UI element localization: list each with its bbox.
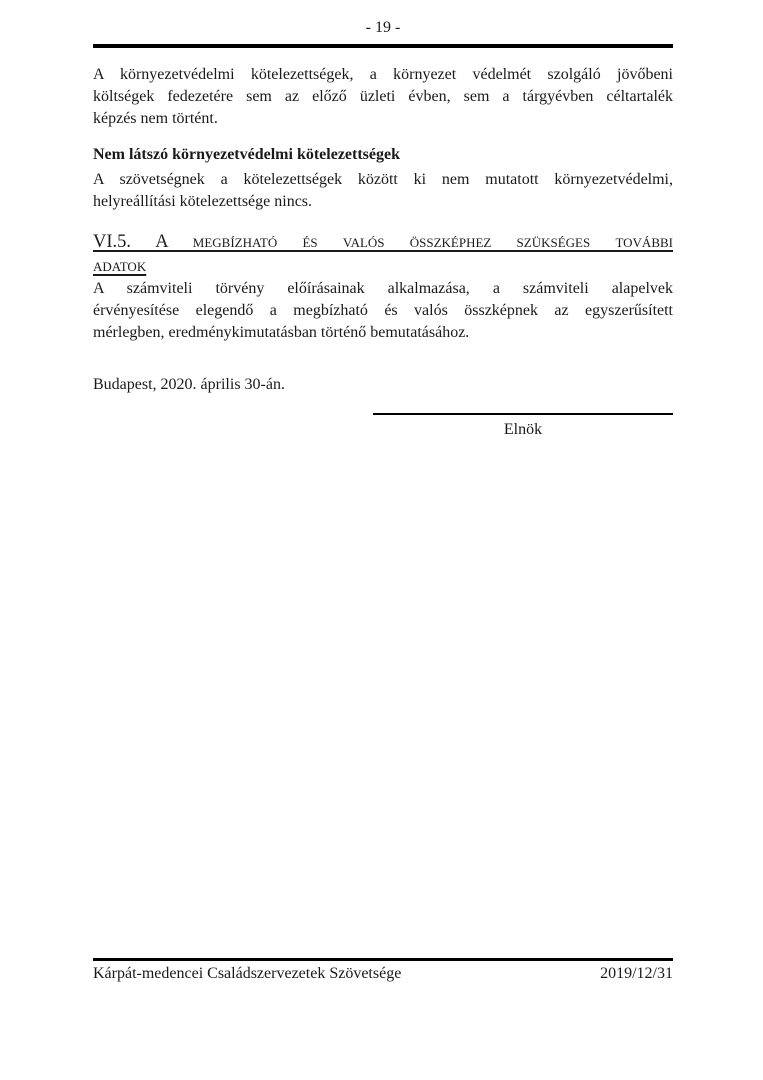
paragraph-line: helyreállítási kötelezettsége nincs. [93,193,313,210]
dateline: Budapest, 2020. április 30-án. [93,376,285,393]
paragraph-line: költségek fedezetére sem az előző üzleti évben, sem a tárgyévben céltartalék [93,88,673,105]
footer-date: 2019/12/31 [600,965,673,982]
section-heading-vi5 [93,230,673,278]
page-content [93,0,673,441]
heading-hidden-obligations: Nem látszó környezetvédelmi kötelezettségek [93,146,400,163]
section-heading-line: adatok [93,256,147,276]
paragraph-true-fair-view [93,278,673,344]
paragraph-hidden-obligations [93,169,673,213]
paragraph-environmental-provisions [93,64,673,130]
signature-block [373,413,673,441]
page-footer [93,958,673,985]
signature-title: Elnök [503,421,543,438]
page-number: - 19 - [365,19,401,36]
paragraph-line: képzés nem történt. [93,110,218,127]
footer-row [93,963,673,985]
paragraph-line: érvényesítése elegendő a megbízható és valós összképnek az egyszerűsített [93,302,673,319]
paragraph-line: mérlegben, eredménykimutatásban történő bemutatásához. [93,324,470,341]
footer-organization: Kárpát-medencei Családszervezetek Szövetsége [93,965,402,982]
header-rule [93,44,673,48]
section-heading-line: VI.5. A megbízható és valós összképhez szükséges további [93,232,673,252]
paragraph-line: A számviteli törvény előírásainak alkalmazása, a számviteli alapelvek [93,280,673,297]
paragraph-line: A környezetvédelmi kötelezettségek, a környezet védelmét szolgáló jövőbeni [93,66,673,83]
footer-rule [93,958,673,961]
paragraph-line: A szövetségnek a kötelezettségek között ki nem mutatott környezetvédelmi, [93,171,673,188]
